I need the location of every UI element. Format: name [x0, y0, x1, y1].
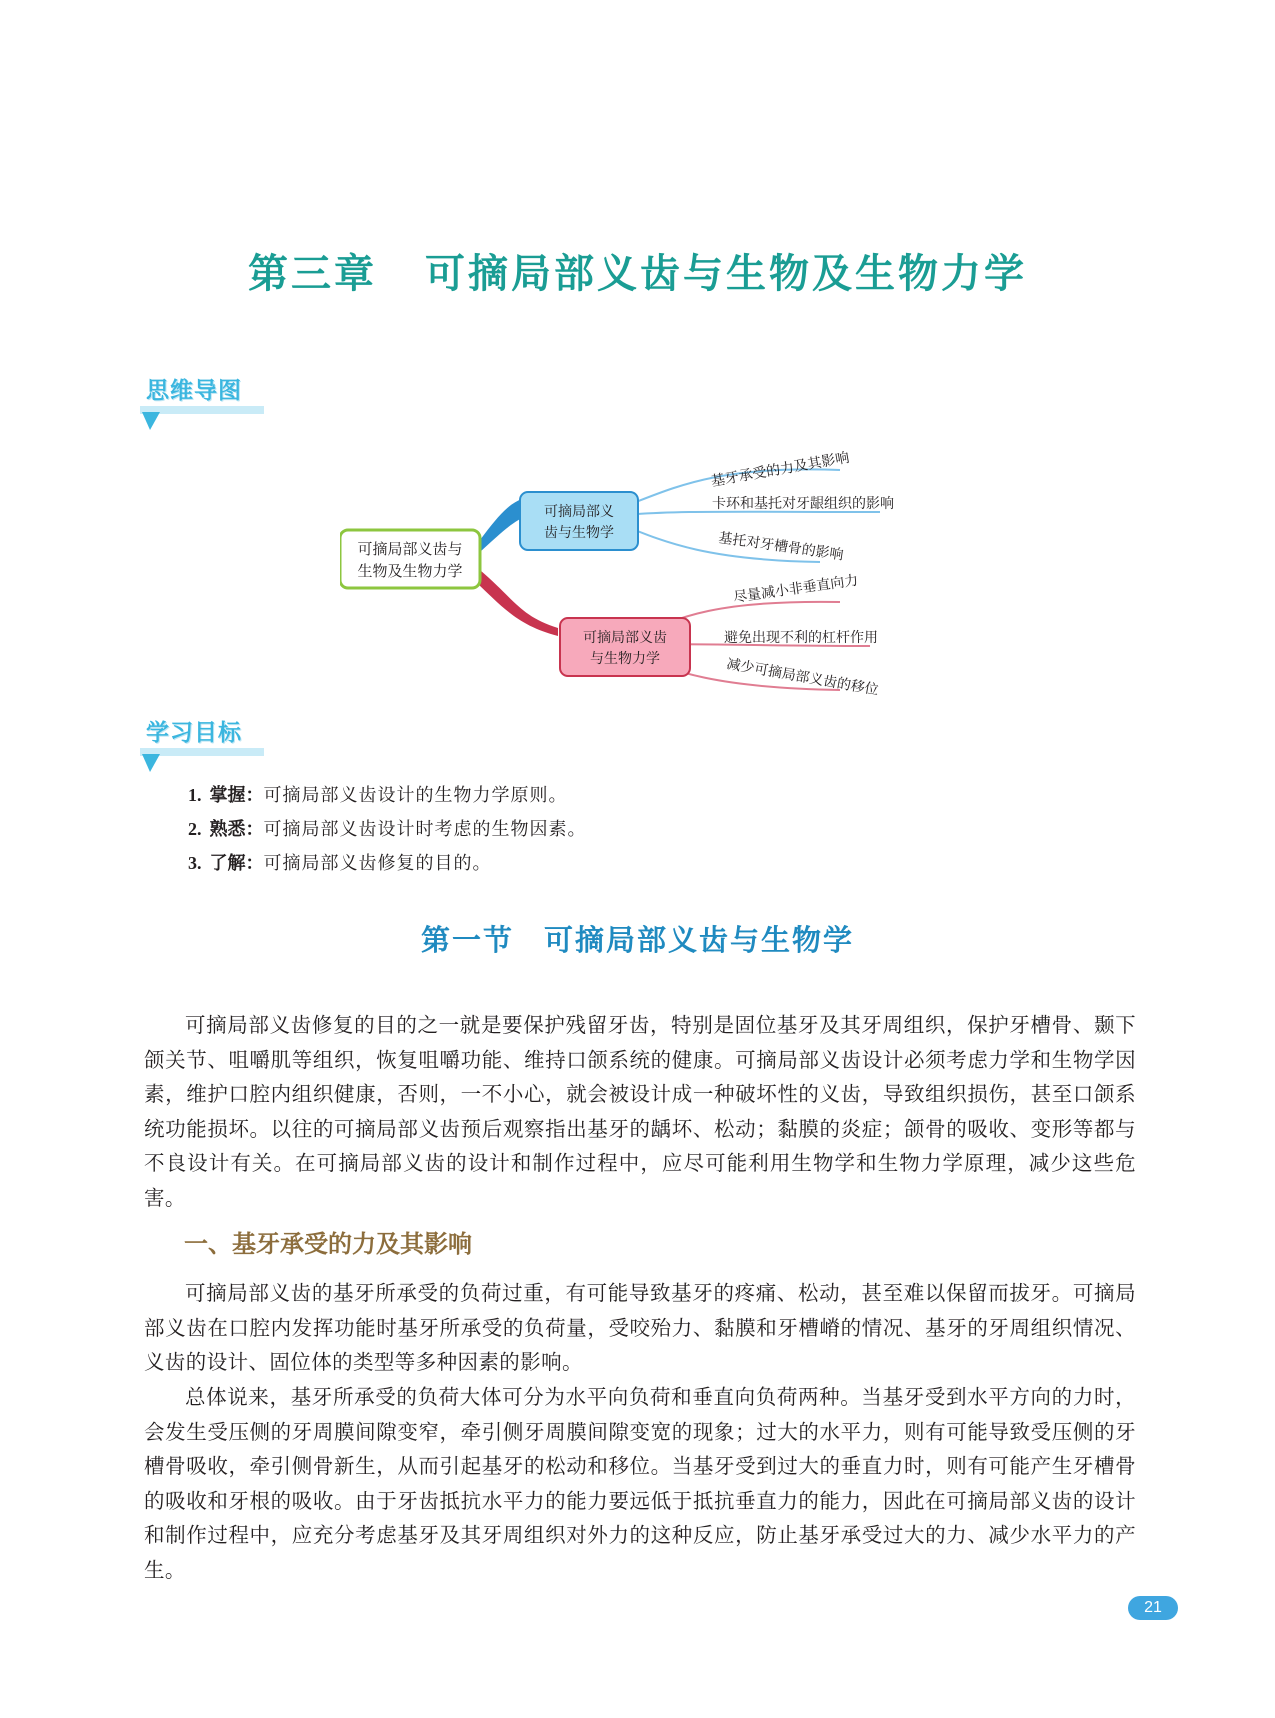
objective-number: 1.: [188, 785, 202, 805]
mindmap-leaf: 减少可摘局部义齿的移位: [725, 656, 880, 699]
mindmap-leaf: 基牙承受的力及其影响: [709, 449, 851, 490]
mindmap-branch-line2: 与生物力学: [590, 651, 660, 667]
mindmap-root-line2: 生物及生物力学: [357, 562, 463, 580]
objective-text: 可摘局部义齿修复的目的。: [263, 853, 492, 874]
body-paragraph: 总体说来，基牙所承受的负荷大体可分为水平向负荷和垂直向负荷两种。当基牙受到水平方向的力时，会发生受压侧的牙周膜间隙变窄，牵引侧牙周膜间隙变宽的现象；过大的水平力，则有可能导致受压侧的牙槽骨吸收，牵引侧骨新生，从而引起基牙的松动和移位。当基牙受到过大的垂直力时，则有可能产生牙槽骨的吸收和牙根的吸收。由于牙齿抵抗水平力的能力要远低于抵抗垂直力的能力，因此在可摘局部义齿的设计和制作过程中，应充分考虑基牙及其牙周组织对外力的这种反应，防止基牙承受过大的力、减少水平力的产生。: [144, 1385, 1136, 1582]
mindmap-branch-node: [520, 492, 638, 550]
mindmap-label-text: 思维导图: [146, 378, 242, 404]
objectives-list: [188, 778, 587, 880]
mindmap-label: [140, 372, 264, 432]
objective-number: 3.: [188, 853, 202, 873]
objective-text: 可摘局部义齿设计的生物力学原则。: [263, 785, 568, 806]
leaf-line-blue-2: [615, 512, 880, 516]
mindmap-leaf: 卡环和基托对牙龈组织的影响: [712, 496, 894, 512]
page-number: 21: [1128, 1596, 1178, 1620]
mindmap-diagram: [340, 440, 940, 700]
mindmap-branch-line1: 可摘局部义齿: [583, 630, 667, 646]
chapter-title: [0, 242, 1275, 299]
subsection-title: 一、基牙承受的力及其影响: [184, 1230, 472, 1258]
chapter-name: 可摘局部义齿与生物及生物力学: [425, 250, 1027, 297]
objective-item: 1. 掌握：可摘局部义齿设计的生物力学原则。: [188, 785, 568, 806]
mindmap-leaf: 基托对牙槽骨的影响: [717, 530, 845, 564]
objective-key: 熟悉: [209, 819, 246, 840]
mindmap-branch-line2: 齿与生物学: [544, 525, 614, 541]
section-title: [0, 918, 1275, 959]
mindmap-branch-line1: 可摘局部义: [544, 504, 614, 520]
intro-paragraph: 可摘局部义齿修复的目的之一就是要保护残留牙齿，特别是固位基牙及其牙周组织，保护牙槽骨、颞下颌关节、咀嚼肌等组织，恢复咀嚼功能、维持口颌系统的健康。可摘局部义齿设计必须考虑力学和生物学因素，维护口腔内组织健康，否则，一不小心，就会被设计成一种破坏性的义齿，导致组织损伤，甚至口颌系统功能损坏。以往的可摘局部义齿预后观察指出基牙的龋坏、松动；黏膜的炎症；颌骨的吸收、变形等都与不良设计有关。在可摘局部义齿的设计和制作过程中，应尽可能利用生物学和生物力学原理，减少这些危害。: [144, 1013, 1136, 1210]
section-number: 第一节: [420, 923, 514, 957]
objective-text: 可摘局部义齿设计时考虑的生物因素。: [263, 819, 587, 840]
mindmap-branch-node: [560, 618, 690, 676]
chevron-down-icon: [142, 412, 182, 434]
mindmap-leaf: 尽量减小非垂直向力: [732, 572, 860, 606]
chapter-number: 第三章: [248, 250, 377, 297]
mindmap-leaf: 避免出现不利的杠杆作用: [724, 630, 878, 646]
chevron-down-icon: [142, 754, 182, 776]
objectives-label: [140, 714, 264, 774]
objective-number: 2.: [188, 819, 202, 839]
objectives-label-text: 学习目标: [146, 720, 242, 746]
objective-key: 了解: [209, 853, 246, 874]
section-name: 可摘局部义齿与生物学: [544, 923, 855, 957]
body-paragraph: 可摘局部义齿的基牙所承受的负荷过重，有可能导致基牙的疼痛、松动，甚至难以保留而拔牙。可摘局部义齿在口腔内发挥功能时基牙所承受的负荷量，受咬殆力、黏膜和牙槽嵴的情况、基牙的牙周组织情况、义齿的设计、固位体的类型等多种因素的影响。: [144, 1281, 1136, 1374]
connector-red: [476, 570, 558, 636]
mindmap-root-line1: 可摘局部义齿与: [357, 540, 463, 558]
objective-item: 2. 熟悉：可摘局部义齿设计时考虑的生物因素。: [188, 819, 587, 840]
objective-item: 3. 了解：可摘局部义齿修复的目的。: [188, 853, 492, 874]
objective-key: 掌握: [209, 785, 246, 806]
